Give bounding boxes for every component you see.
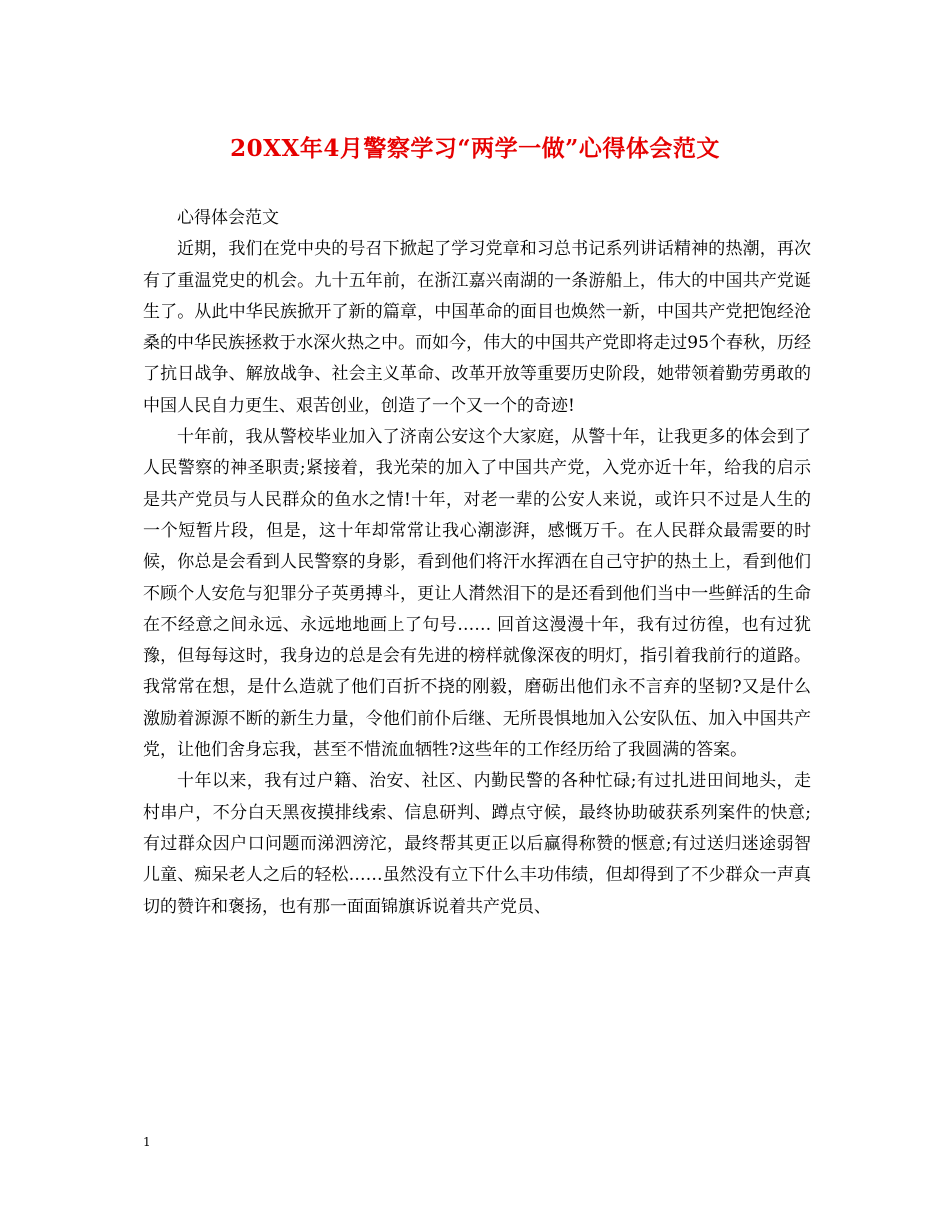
document-title: 20XX年4月警察学习“两学一做”心得体会范文 <box>230 135 720 162</box>
document-subheading: 心得体会范文 <box>177 208 279 228</box>
paragraph-1: 近期，我们在党中央的号召下掀起了学习党章和习总书记系列讲话精神的热潮，再次有了重温党史的机会。九十五年前，在浙江嘉兴南湖的一条游船上，伟大的中国共产党诞生了。从此中华民族掀开了新的篇章，中国革命的面目也焕然一新，中国共产党把饱经沧桑的中华民族拯救于水深火热之中。而如今，伟大的中国共产党即将走过95个春秋，历经了抗日战争、解放战争、社会主义革命、改革开放等重要历史阶段，她带领着勤劳勇敢的中国人民自力更生、艰苦创业，创造了一个又一个的奇迹! <box>143 239 811 416</box>
document-body <box>143 203 811 923</box>
paragraph-3: 十年以来，我有过户籍、治安、社区、内勤民警的各种忙碌;有过扎进田间地头，走村串户，不分白天黑夜摸排线索、信息研判、蹲点守候，最终协助破获系列案件的快意;有过群众因户口问题而涕泗滂沱，最终帮其更正以后赢得称赞的惬意;有过送归迷途弱智儿童、痴呆老人之后的轻松……虽然没有立下什么丰功伟绩，但却得到了不少群众一声真切的赞许和褒扬，也有那一面面锦旗诉说着共产党员、 <box>143 771 811 917</box>
page-number: 1 <box>143 1135 151 1149</box>
paragraph-2: 十年前，我从警校毕业加入了济南公安这个大家庭，从警十年，让我更多的体会到了人民警察的神圣职责;紧接着，我光荣的加入了中国共产党，入党亦近十年，给我的启示是共产党员与人民群众的鱼水之情!十年，对老一辈的公安人来说，或许只不过是人生的一个短暂片段，但是，这十年却常常让我心潮澎湃，感慨万千。在人民群众最需要的时候，你总是会看到人民警察的身影，看到他们将汗水挥洒在自己守护的热土上，看到他们不顾个人安危与犯罪分子英勇搏斗，更让人潸然泪下的是还看到他们当中一些鲜活的生命在不经意之间永远、永远地地画上了句号…… 回首这漫漫十年，我有过彷徨，也有过犹豫，但每每这时，我身边的总是会有先进的榜样就像深夜的明灯，指引着我前行的道路。我常常在想，是什么造就了他们百折不挠的刚毅，磨砺出他们永不言弃的坚韧?又是什么激励着源源不断的新生力量，令他们前仆后继、无所畏惧地加入公安队伍、加入中国共产党，让他们舍身忘我，甚至不惜流血牺牲?这些年的工作经历给了我圆满的答案。 <box>143 427 811 761</box>
